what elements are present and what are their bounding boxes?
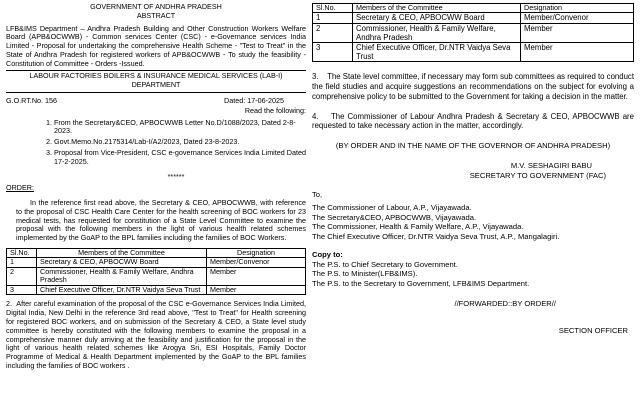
table-header-cell: Designation [207, 248, 306, 257]
table-header-cell: Members of the Committee [353, 4, 521, 13]
government-title: GOVERNMENT OF ANDHRA PRADESH [90, 2, 222, 11]
paragraph-2-text: After careful examination of the proposal of the CSC e-Governance Services India Limited, Digital India, New Delhi in the reference 3rd read above, "Test to Treat" for Health screening for registered BOC workers, and on submission of the Secretary & CEO, a State level study committee is hereby constituted with the following members to examine the proposal in a comprehensive manner duly arriving at the feasibility and justification for the proposal in the light of various health related schemes like Arogya Sri, ESI Hospitals, Family Doctor Programme of Medical & Health Department implemented by the GoAP to the BPL families including the families of BOC workers . [6, 299, 306, 370]
paragraph-3 [312, 72, 634, 101]
paragraph-3-text: The State level committee, if necessary may form sub committees as required to conduct the field studies and acquire suggestions an recommendations on the subject for evolving a comprehensive policy to be submitted to the Government for taking a decision in the matter. [312, 72, 634, 101]
table-row [7, 285, 306, 294]
table-cell: Member/Convenor [207, 258, 306, 267]
table-row [7, 258, 306, 267]
abstract-text: LFB&IMS Department – Andhra Pradesh Building and Other Construction Workers Welfare Board (APB&OCWWB) - Common services Center (CSC) - e-Governance services India Limited - Proposal for undertaking the comprehensive Health Scheme - "Test to Treat" in the State of Andhra Pradesh for registered workers of APB&OCWWB - To study the feasibility - Constitution of Committee - Orders -Issued. [6, 23, 306, 68]
table-header-cell: Members of the Committee [37, 248, 207, 257]
table-cell: Secretary & CEO, APBOCWW Board [353, 13, 521, 23]
table-row [313, 23, 634, 42]
table-cell: 3 [7, 285, 37, 294]
table-cell: Member [521, 43, 634, 62]
paragraph-4 [312, 112, 634, 131]
paragraph-2-number: 2. [6, 299, 12, 309]
copy-item: The P.S. to Minister(LFB&IMS). [312, 269, 418, 279]
table-cell: Chief Executive Officer, Dr.NTR Vaidya Seva Trust [37, 285, 207, 294]
copy-item: The P.S. to Chief Secretary to Government. [312, 259, 458, 269]
table-cell: 1 [313, 13, 353, 23]
reference-item: 3. Proposal from Vice-President, CSC e-governance Services India Limited Dated 17-2-2025. [54, 149, 306, 167]
reference-list [6, 119, 306, 167]
table-header-cell: Designation [521, 4, 634, 13]
stars-separator: ****** [167, 171, 185, 181]
table-cell: Chief Executive Officer, Dr.NTR Vaidya Seva Trust [353, 43, 521, 62]
right-column [312, 3, 634, 336]
table-cell: Member [521, 23, 634, 42]
left-column [6, 3, 306, 371]
reference-item: 1. From the Secretary&CEO, APBOCWWB Letter No.D/1088/2023, Dated 2-8-2023. [54, 119, 306, 137]
table-header-cell: Sl.No. [7, 248, 37, 257]
table-cell: 3 [313, 43, 353, 62]
signatory-title: SECRETARY TO GOVERNMENT (FAC) [469, 170, 606, 180]
paragraph-4-number: 4. [312, 111, 319, 121]
recipient-item: The Chief Executive Officer, Dr.NTR Vaidya Seva Trust, A.P., Mangalagiri. [312, 232, 560, 242]
recipient-item: The Commissioner of Labour, A.P., Vijayawada. [312, 202, 472, 212]
by-order-line: (BY ORDER AND IN THE NAME OF THE GOVERNOR OF ANDHRA PRADESH) [335, 141, 611, 151]
copy-label: Copy to: [312, 249, 343, 259]
to-label: To, [312, 190, 323, 200]
section-officer: SECTION OFFICER [558, 326, 628, 336]
read-following: Read the following: [244, 105, 306, 115]
table-cell: Secretary & CEO, APBOCWW Board [37, 258, 207, 267]
recipient-list [312, 203, 634, 242]
table-cell: Member [207, 285, 306, 294]
paragraph-3-number: 3. [312, 72, 319, 82]
copy-item: The P.S. to the Secretary to Government, LFB&IMS Department. [312, 279, 530, 288]
department-name: LABOUR FACTORIES BOILERS & INSURANCE MEDICAL SERVICES (LAB-I) DEPARTMENT [29, 71, 283, 90]
table-cell: 2 [7, 267, 37, 285]
reference-item: 2. Govt.Memo.No.2175314/Lab-I/A2/2023, Dated 23-8-2023. [54, 138, 306, 147]
go-number-row [6, 97, 306, 106]
copy-list [312, 260, 634, 289]
table-row [313, 43, 634, 62]
go-number: G.O.RT.No. 156 [6, 96, 57, 106]
order-heading: ORDER: [6, 183, 34, 193]
recipient-item: The Secretary&CEO, APBOCWWB, Vijayawada. [312, 212, 477, 222]
table-cell: Commissioner, Health & Family Welfare, Andhra Pradesh [37, 267, 207, 285]
committee-table-2 [312, 3, 634, 62]
forwarded-line: //FORWARDED::BY ORDER// [454, 298, 556, 308]
go-date: Dated: 17-06-2025 [224, 96, 284, 106]
committee-table-1 [6, 248, 306, 295]
table-cell: 1 [7, 258, 37, 267]
paragraph-2 [6, 300, 306, 370]
signatory-name: M.V. SESHAGIRI BABU [510, 160, 592, 170]
table-header-cell: Sl.No. [313, 4, 353, 13]
table-row [7, 267, 306, 285]
abstract-label: ABSTRACT [136, 10, 176, 20]
divider-bottom [6, 92, 306, 93]
paragraph-1: In the reference first read above, the Secretary & CEO, APBOCWWB, with reference to the proposal of CSC Health Care Center for the health screening of BOC workers for 23 medical tests, has requested for constitution of a State Level Committee to examine the proposal with the following members in the light of various health related schemes implemented by the GoAP to the BPL families including the families of BOC Workers. [16, 198, 306, 243]
table-cell: Member/Convenor [521, 13, 634, 23]
table-cell: Member [207, 267, 306, 285]
table-cell: Commissioner, Health & Family Welfare, Andhra Pradesh [353, 23, 521, 42]
table-row [313, 13, 634, 23]
paragraph-4-text: The Commissioner of Labour Andhra Pradesh & Secretary & CEO, APBOCWWB are requested to take necessary action in the matter, accordingly. [312, 111, 634, 131]
recipient-item: The Commissioner, Health & Family Welfare, A.P., Vijayawada. [312, 222, 524, 232]
table-header-row [313, 4, 634, 13]
table-cell: 2 [313, 23, 353, 42]
